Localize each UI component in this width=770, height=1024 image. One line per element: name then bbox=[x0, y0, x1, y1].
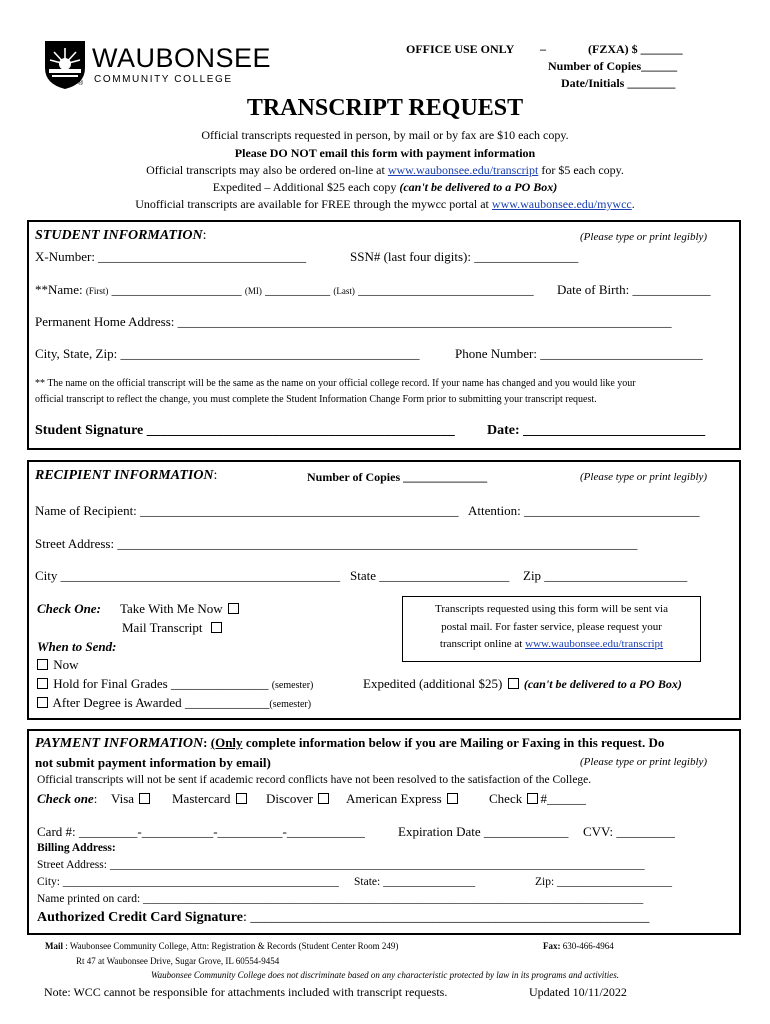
notice-line1: Transcripts requested using this form will be sent via bbox=[434, 603, 668, 615]
notice-transcript-link[interactable]: www.waubonsee.edu/transcript bbox=[525, 638, 664, 650]
ssn-field[interactable]: SSN# (last four digits): ________________ bbox=[350, 249, 579, 264]
name-field[interactable]: **Name: (First) ____________________ (MI) __________ (Last) ___________________________ bbox=[35, 282, 534, 297]
footer-updated-date: Updated 10/11/2022 bbox=[529, 985, 627, 999]
payment-heading-line2: not submit payment information by email) bbox=[35, 755, 271, 770]
office-dash: – bbox=[540, 42, 546, 56]
check-checkbox[interactable] bbox=[527, 793, 538, 804]
payment-heading: PAYMENT INFORMATION: (Only complete information below if you are Mailing or Faxing in this request. Do bbox=[35, 735, 665, 751]
home-address-field[interactable]: Permanent Home Address: ____________________________________________________________________________ bbox=[35, 314, 672, 329]
recipient-state-field[interactable]: State ____________________ bbox=[350, 568, 510, 583]
logo-name: WAUBONSEE bbox=[92, 43, 272, 73]
office-fzxa: (FZXA) $ _______ bbox=[588, 42, 683, 56]
recipient-legible-note: (Please type or print legibly) bbox=[580, 471, 708, 483]
recipient-city-field[interactable]: City ___________________________________________ bbox=[35, 568, 341, 583]
dob-field[interactable]: Date of Birth: ____________ bbox=[557, 282, 711, 297]
billing-street-field[interactable]: Street Address: _____________________________________________________________________________________________ bbox=[37, 859, 645, 871]
payment-warning: Official transcripts will not be sent if academic record conflicts have not been resolved to the satisfaction of the College. bbox=[37, 774, 592, 786]
after-degree-checkbox[interactable] bbox=[37, 697, 48, 708]
intro-unofficial: Unofficial transcripts are available for FREE through the mywcc portal at www.waubonsee.edu/mywcc. bbox=[135, 197, 635, 211]
recipient-copies-field[interactable]: Number of Copies ______________ bbox=[307, 470, 488, 484]
cvv-field[interactable]: CVV: _________ bbox=[583, 824, 675, 839]
take-with-me-checkbox[interactable] bbox=[228, 603, 239, 614]
payment-check-one-label: Check one: bbox=[37, 791, 98, 806]
recipient-heading: RECIPIENT INFORMATION: bbox=[35, 468, 218, 483]
student-legible-note: (Please type or print legibly) bbox=[580, 231, 708, 243]
hold-grades-checkbox[interactable] bbox=[37, 678, 48, 689]
intro-fee: Official transcripts requested in person, by mail or by fax are $10 each copy. bbox=[201, 128, 569, 142]
phone-field[interactable]: Phone Number: _________________________ bbox=[455, 346, 703, 361]
name-note-line1: ** The name on the official transcript will be the same as the name on your official college record. If your name has changed and you would like your bbox=[35, 378, 636, 389]
delivery-check-one-label: Check One: bbox=[37, 601, 101, 616]
discover-checkbox[interactable] bbox=[318, 793, 329, 804]
card-number-field[interactable]: Card #: _________-___________-__________-____________ bbox=[37, 824, 365, 839]
footer-attachments-note: Note: WCC cannot be responsible for attachments included with transcript requests. bbox=[44, 985, 448, 999]
expedited-checkbox[interactable] bbox=[508, 678, 519, 689]
mail-transcript-checkbox[interactable] bbox=[211, 622, 222, 633]
discover-option[interactable]: Discover bbox=[266, 791, 331, 807]
student-date-field[interactable]: Date: __________________________ bbox=[487, 423, 706, 438]
payment-legible-note: (Please type or print legibly) bbox=[580, 756, 708, 768]
visa-checkbox[interactable] bbox=[139, 793, 150, 804]
take-with-me-option[interactable]: Take With Me Now bbox=[120, 601, 241, 617]
amex-option[interactable]: American Express bbox=[346, 791, 460, 807]
mail-transcript-option[interactable]: Mail Transcript bbox=[122, 620, 224, 636]
check-option[interactable]: Check #______ bbox=[489, 791, 586, 806]
intro-online: Official transcripts may also be ordered on-line at www.waubonsee.edu/transcript for $5 each copy. bbox=[146, 163, 624, 177]
after-degree-option[interactable]: After Degree is Awarded _____________(semester) bbox=[35, 695, 311, 711]
mywcc-link[interactable]: www.waubonsee.edu/mywcc bbox=[491, 197, 632, 211]
send-now-option[interactable]: Now bbox=[35, 657, 79, 673]
footer-fax: Fax: 630-466-4964 bbox=[543, 941, 614, 951]
notice-line3: transcript online at www.waubonsee.edu/transcript bbox=[439, 638, 664, 650]
billing-city-field[interactable]: City: ________________________________________________ bbox=[37, 876, 339, 888]
amex-checkbox[interactable] bbox=[447, 793, 458, 804]
x-number-field[interactable]: X-Number: ________________________________ bbox=[35, 249, 307, 264]
intro-expedited: Expedited – Additional $25 each copy (can't be delivered to a PO Box) bbox=[212, 180, 558, 194]
office-use-label: OFFICE USE ONLY bbox=[406, 42, 515, 56]
mastercard-option[interactable]: Mastercard bbox=[172, 791, 249, 807]
registered-mark: ® bbox=[78, 80, 84, 87]
recipient-zip-field[interactable]: Zip ______________________ bbox=[523, 568, 688, 583]
billing-address-label: Billing Address: bbox=[37, 842, 116, 854]
intro-no-email: Please DO NOT email this form with payment information bbox=[234, 146, 536, 160]
page-title: TRANSCRIPT REQUEST bbox=[246, 95, 524, 121]
name-on-card-field[interactable]: Name printed on card: _______________________________________________________________________________________ bbox=[37, 893, 644, 905]
hold-grades-option[interactable]: Hold for Final Grades _______________ (semester) bbox=[35, 676, 313, 692]
footer-street: Rt 47 at Waubonsee Drive, Sugar Grove, IL 60554-9454 bbox=[76, 956, 280, 966]
expiration-field[interactable]: Expiration Date _____________ bbox=[398, 824, 569, 839]
billing-zip-field[interactable]: Zip: ____________________ bbox=[535, 876, 673, 888]
mastercard-checkbox[interactable] bbox=[236, 793, 247, 804]
attention-field[interactable]: Attention: ___________________________ bbox=[468, 503, 700, 518]
student-heading: STUDENT INFORMATION: bbox=[35, 228, 207, 243]
card-signature-field[interactable]: Authorized Credit Card Signature: _________________________________________________________ bbox=[37, 910, 650, 925]
footer-mail-address: Mail : Waubonsee Community College, Attn: Registration & Records (Student Center Room 249) bbox=[45, 941, 399, 951]
when-to-send-label: When to Send: bbox=[37, 639, 117, 654]
transcript-link[interactable]: www.waubonsee.edu/transcript bbox=[387, 163, 539, 177]
recipient-name-field[interactable]: Name of Recipient: _________________________________________________ bbox=[35, 503, 459, 518]
logo-subtitle: COMMUNITY COLLEGE bbox=[94, 74, 233, 85]
office-date: Date/Initials ________ bbox=[561, 76, 676, 90]
recipient-street-field[interactable]: Street Address: ________________________________________________________________________________ bbox=[35, 536, 638, 551]
send-now-checkbox[interactable] bbox=[37, 659, 48, 670]
name-note-line2: official transcript to reflect the change, you must complete the Student Information Change Form prior to submitting your transcript request. bbox=[35, 394, 597, 405]
billing-state-field[interactable]: State: ________________ bbox=[354, 876, 476, 888]
city-state-zip-field[interactable]: City, State, Zip: ______________________________________________ bbox=[35, 346, 420, 361]
expedited-option[interactable]: Expedited (additional $25) (can't be delivered to a PO Box) bbox=[363, 676, 682, 691]
notice-line2: postal mail. For faster service, please request your bbox=[441, 621, 662, 633]
office-copies: Number of Copies______ bbox=[548, 59, 678, 73]
footer-nondiscrimination: Waubonsee Community College does not discriminate based on any characteristic protected by law in its programs and activities. bbox=[151, 970, 619, 980]
student-signature-field[interactable]: Student Signature ____________________________________________ bbox=[35, 423, 455, 438]
visa-option[interactable]: Visa bbox=[111, 791, 152, 807]
